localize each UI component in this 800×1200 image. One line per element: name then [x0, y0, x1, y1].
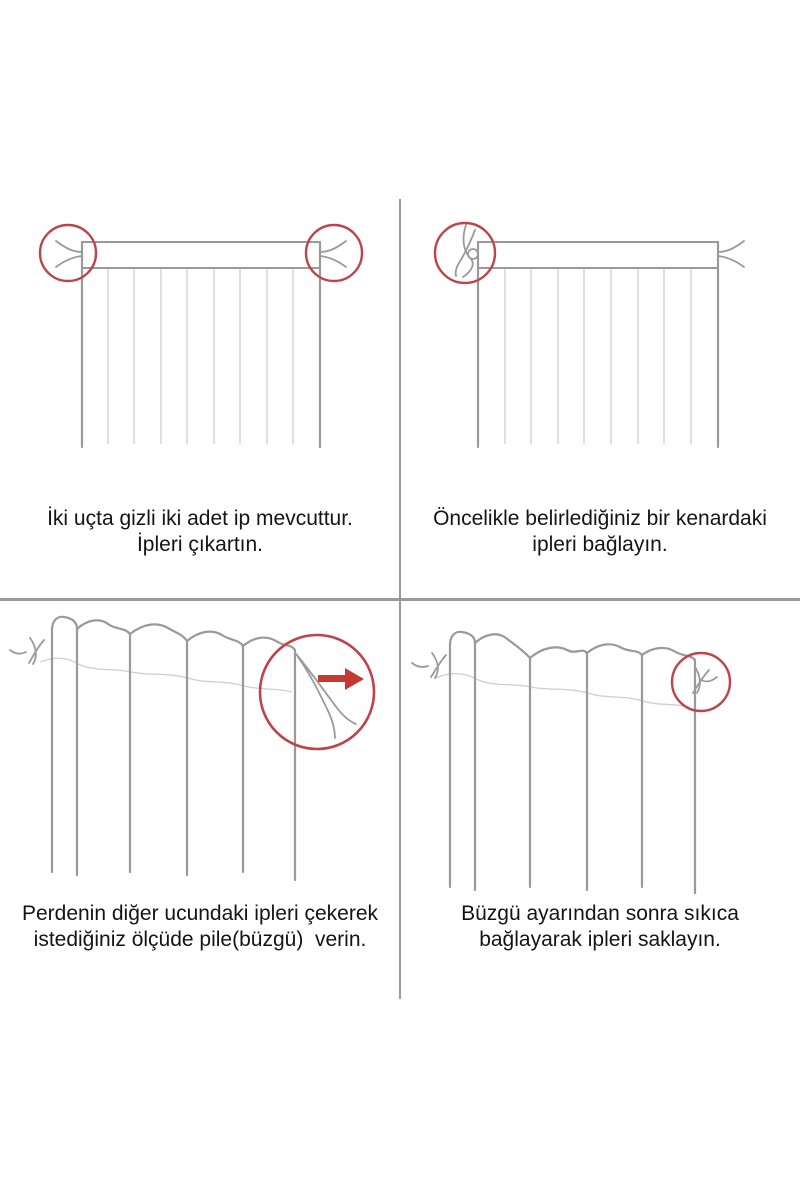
- pulled-strings: [296, 654, 356, 738]
- pleated-curtain: [436, 632, 695, 893]
- step-2-caption-line2: ipleri bağlayın.: [532, 533, 668, 556]
- step-1-caption: [0, 506, 400, 558]
- highlight-circle-final-knot: [672, 653, 730, 711]
- step-2-caption: [400, 506, 800, 558]
- step-3-caption: [0, 901, 400, 953]
- curtain-header-tape: [478, 242, 718, 268]
- step-3-caption-line1: Perdenin diğer ucundaki ipleri çekerek: [21, 902, 379, 925]
- gathered-curtain-knot-illustration: [400, 610, 800, 900]
- step-2-caption-line1: Öncelikle belirlediğiniz bir kenardaki: [433, 507, 767, 530]
- step-3-caption-line2: istediğiniz ölçüde pile(büzgü) verin.: [33, 928, 367, 951]
- step-1-caption-line1: İki uçta gizli iki adet ip mevcuttur.: [47, 507, 353, 530]
- knot-left: [10, 638, 44, 664]
- string-ends-right: [718, 241, 744, 267]
- step-4-caption-line1: Büzgü ayarından sonra sıkıca: [461, 902, 739, 925]
- gathered-curtain-pull-illustration: [0, 610, 400, 900]
- knot-left: [456, 225, 478, 277]
- step-4-caption: [400, 901, 800, 953]
- knot-right: [693, 667, 717, 693]
- curtain-body: [478, 242, 718, 447]
- step-4-caption-line2: bağlayarak ipleri saklayın.: [479, 928, 721, 951]
- flat-curtain-tied-left-illustration: [400, 200, 800, 500]
- curtain-header-tape: [82, 242, 320, 268]
- string-ends-left: [56, 241, 82, 267]
- pull-direction-arrow-icon: [318, 668, 364, 690]
- horizontal-divider: [0, 598, 800, 601]
- curtain-body: [82, 242, 320, 447]
- pleated-curtain: [40, 617, 295, 880]
- string-ends-right: [320, 241, 346, 267]
- highlight-circle-pull: [260, 635, 374, 749]
- flat-curtain-both-strings-illustration: [0, 200, 400, 500]
- step-1-caption-line2: İpleri çıkartın.: [136, 533, 264, 556]
- knot-left: [412, 653, 446, 678]
